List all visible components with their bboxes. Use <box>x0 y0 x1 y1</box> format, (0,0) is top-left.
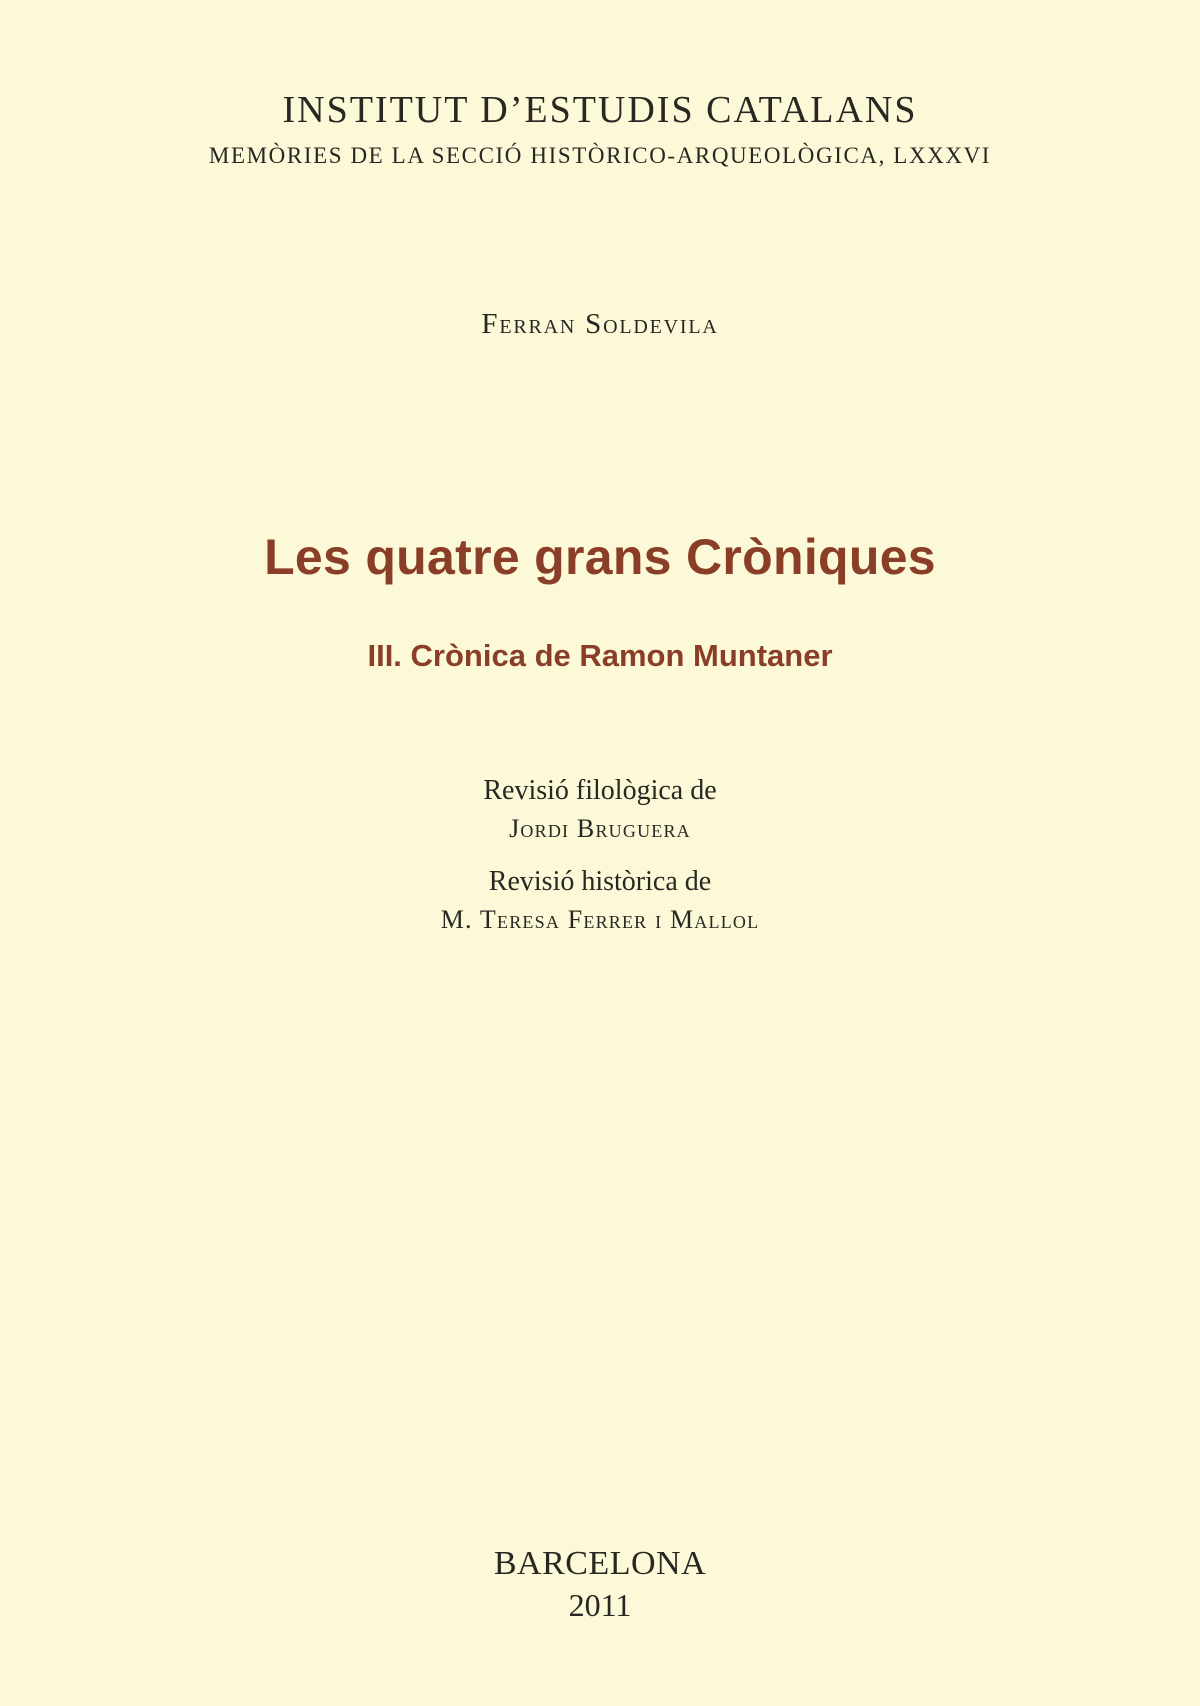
imprint-year: 2011 <box>568 1587 632 1623</box>
book-subtitle: III. Crònica de Ramon Muntaner <box>367 638 833 673</box>
author-name: Ferran Soldevila <box>481 308 719 340</box>
philological-revision-label: Revisió filològica de <box>483 775 717 806</box>
series-title: MEMÒRIES DE LA SECCIÓ HISTÒRICO-ARQUEOLÒGICA, LXXXVI <box>208 143 992 168</box>
philological-reviser-name: Jordi Bruguera <box>509 814 691 843</box>
institution-name: INSTITUT D’ESTUDIS CATALANS <box>282 89 918 131</box>
imprint-city: BARCELONA <box>493 1545 707 1582</box>
historical-reviser-name: M. Teresa Ferrer i Mallol <box>440 905 760 934</box>
historical-revision-label: Revisió històrica de <box>488 866 712 897</box>
book-title: Les quatre grans Cròniques <box>264 529 936 585</box>
